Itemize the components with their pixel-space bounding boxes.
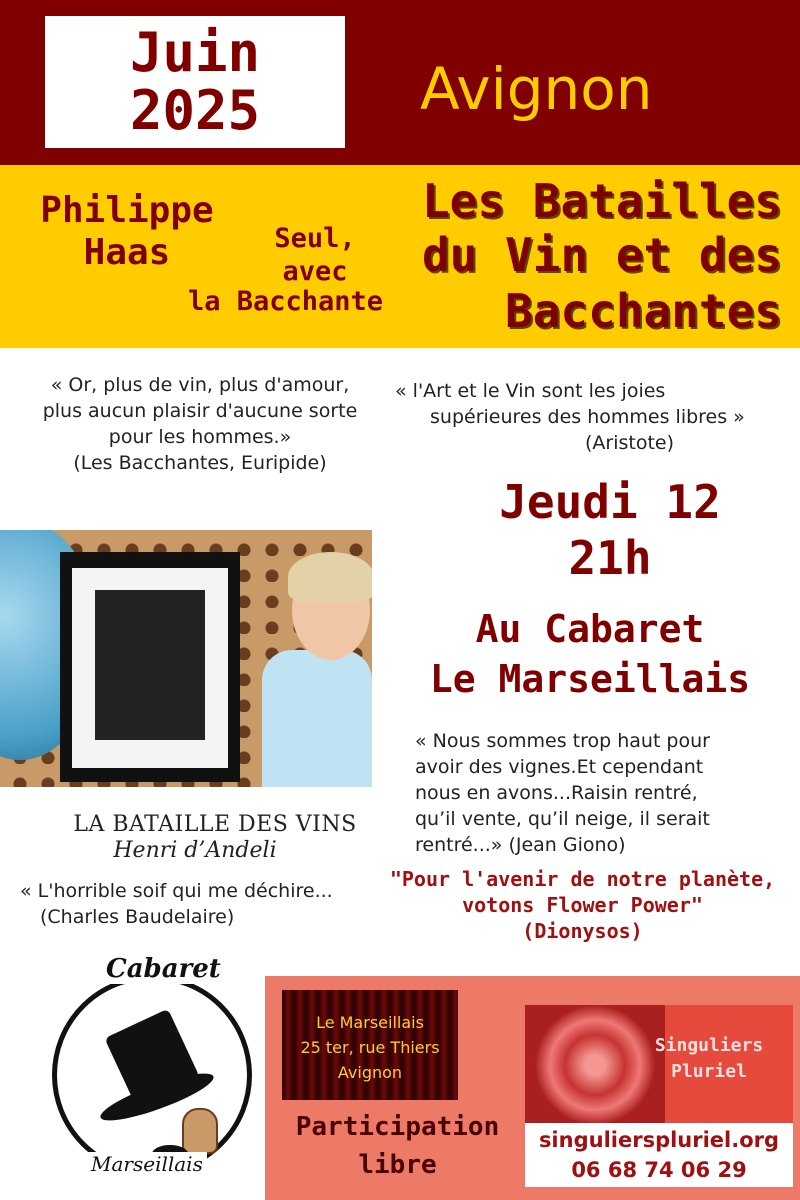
cabaret-logo	[22, 954, 262, 1190]
doll-body	[262, 650, 372, 787]
slogan-attribution: (Dionysos)	[522, 919, 643, 943]
quote-line: plus aucun plaisir d'aucune sorte	[42, 400, 358, 422]
venue-line-1: Au Cabaret	[475, 607, 705, 651]
date-month: Juin	[129, 21, 261, 84]
book-title: LA BATAILLE DES VINS	[73, 812, 357, 837]
organizer-name-line-1: Singuliers	[654, 1035, 764, 1056]
show-title-line-3: Bacchantes	[505, 284, 782, 338]
participation-line-2: libre	[358, 1150, 437, 1180]
logo-circle	[52, 975, 252, 1175]
singuliers-pluriel-logo	[525, 1005, 793, 1123]
venue-address-card	[282, 990, 458, 1100]
author-last-name: Haas	[83, 232, 171, 273]
slogan-line: "Pour l'avenir de notre planète,	[389, 867, 776, 891]
quote-aristote	[395, 378, 795, 456]
quote-baudelaire	[20, 878, 380, 930]
author-first-name: Philippe	[40, 190, 214, 231]
quote-line: avoir des vignes.Et cependant	[415, 756, 704, 778]
quote-giono	[415, 728, 785, 858]
organizer-name-line-2: Pluriel	[671, 1061, 747, 1082]
logo-bottom-text: Marseillais	[87, 1152, 207, 1176]
quote-euripide	[10, 372, 390, 476]
microphone-icon	[182, 1108, 218, 1154]
venue-name: Le Marseillais	[316, 1013, 424, 1032]
seul-line: Seul,	[274, 223, 356, 254]
slogan	[365, 866, 800, 944]
quote-line: nous en avons...Raisin rentré,	[415, 782, 698, 804]
quote-line: « L'horrible soif qui me déchire...	[20, 880, 333, 902]
organizer-contact	[525, 1123, 793, 1187]
author-name	[22, 190, 232, 274]
framed-portrait	[95, 590, 205, 740]
organizer-phone[interactable]: 06 68 74 06 29	[571, 1158, 747, 1182]
participation-libre	[275, 1108, 520, 1184]
quote-line: « Nous sommes trop haut pour	[415, 730, 710, 752]
event-date-time	[420, 474, 800, 586]
participation-line-1: Participation	[295, 1112, 500, 1142]
slogan-line: votons Flower Power"	[462, 893, 703, 917]
city-name: Avignon	[420, 55, 653, 123]
organizer-name	[625, 1033, 793, 1085]
logo-top-text: Cabaret	[102, 954, 225, 984]
show-title-line-1: Les Batailles	[421, 174, 782, 228]
quote-line: pour les hommes.»	[108, 426, 292, 448]
book-author: Henri d’Andeli	[113, 838, 277, 863]
event-day: Jeudi 12	[499, 475, 721, 529]
show-title-line-2: du Vin et des	[421, 228, 782, 282]
event-venue	[400, 604, 780, 704]
bacchante-line: la Bacchante	[188, 286, 384, 317]
seul-avec	[255, 222, 375, 288]
photo-still-life	[0, 530, 372, 787]
quote-line: « l'Art et le Vin sont les joies	[395, 380, 666, 402]
quote-attribution: (Aristote)	[585, 432, 675, 454]
date-box	[45, 16, 345, 148]
quote-line: « Or, plus de vin, plus d'amour,	[50, 374, 350, 396]
date-year: 2025	[129, 79, 261, 142]
quote-attribution: (Charles Baudelaire)	[40, 906, 235, 928]
quote-line: qu’il vente, qu’il neige, il serait	[415, 808, 710, 830]
avec-line: avec	[282, 256, 348, 287]
venue-city: Avignon	[337, 1063, 403, 1082]
venue-address: 25 ter, rue Thiers	[300, 1038, 440, 1057]
quote-line: supérieures des hommes libres »	[430, 406, 745, 428]
quote-line: rentré...» (Jean Giono)	[415, 834, 626, 856]
quote-attribution: (Les Bacchantes, Euripide)	[73, 452, 327, 474]
venue-line-2: Le Marseillais	[429, 657, 751, 701]
organizer-website[interactable]: singulierspluriel.org	[538, 1128, 780, 1152]
event-time: 21h	[568, 531, 652, 585]
doll-hair	[288, 552, 372, 602]
